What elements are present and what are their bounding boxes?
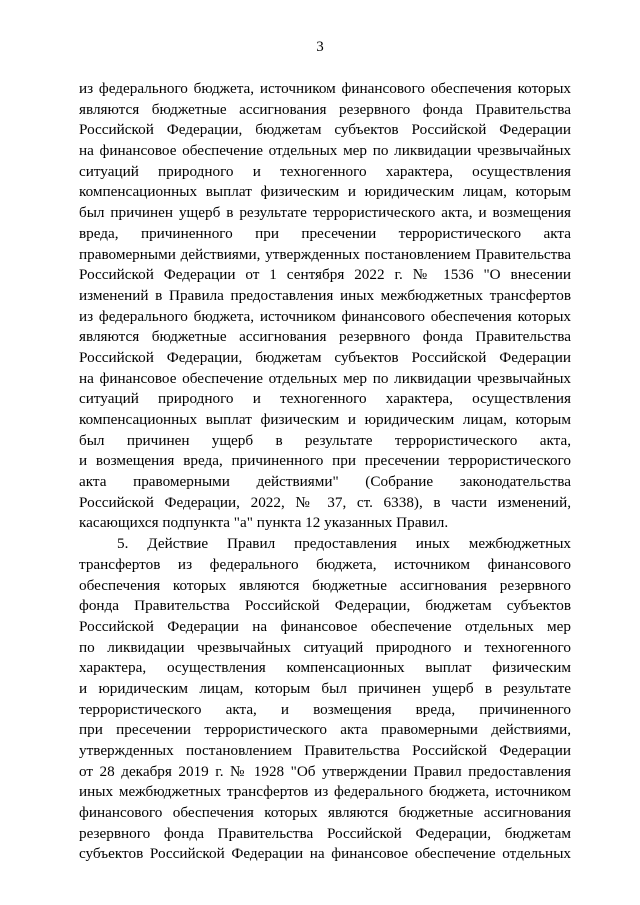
- text-line: и возмещения вреда, причиненного при пресечении террористического: [79, 452, 571, 470]
- page-number: 3: [316, 39, 324, 55]
- text-line: и юридическим лицам, которым был причинен ущерб в результате: [79, 679, 571, 697]
- text-line: при пресечении террористического акта правомерными действиями,: [79, 721, 571, 739]
- text-line: из федерального бюджета, источником финансового обеспечения которых: [79, 307, 571, 325]
- text-line: резервного фонда Правительства Российской Федерации, бюджетам: [79, 824, 571, 842]
- text-line: из федерального бюджета, источником финансового обеспечения которых: [79, 80, 571, 97]
- text-line: характера, осуществления компенсационных выплат физическим: [79, 659, 571, 677]
- text-line: утвержденных постановлением Правительства Российской Федерации: [79, 742, 571, 759]
- text-line: являются бюджетные ассигнования резервного фонда Правительства: [79, 100, 571, 118]
- text-line: Российской Федерации от 1 сентября 2022 г. № 1536 "О внесении: [79, 266, 571, 284]
- text-line: Российской Федерации на финансовое обеспечение отдельных мер: [79, 617, 571, 635]
- text-line: вреда, причиненного при пресечении террористического акта: [79, 224, 571, 242]
- text-line: трансфертов из федерального бюджета, источником финансового: [79, 555, 571, 573]
- text-line: Российской Федерации, бюджетам субъектов Российской Федерации: [79, 121, 571, 139]
- text-line: был причинен ущерб в результате террористического акта,: [79, 431, 571, 449]
- text-line: иных межбюджетных трансфертов из федерального бюджета, источником: [79, 783, 571, 801]
- text-line: акта правомерными действиями" (Собрание законодательства: [79, 473, 571, 491]
- text-line: от 28 декабря 2019 г. № 1928 "Об утверждении Правил предоставления: [79, 762, 571, 780]
- text-line: был причинен ущерб в результате террористического акта, и возмещения: [79, 204, 571, 222]
- text-line: ситуаций природного и техногенного характера, осуществления: [79, 162, 571, 180]
- text-line: обеспечения которых являются бюджетные ассигнования резервного: [79, 576, 571, 594]
- text-line: Российской Федерации, бюджетам субъектов Российской Федерации: [79, 348, 571, 366]
- body-text: [79, 79, 571, 865]
- text-line: субъектов Российской Федерации на финансовое обеспечение отдельных: [79, 845, 571, 863]
- text-line: компенсационных выплат физическим и юридическим лицам, которым: [79, 411, 571, 428]
- text-line: Российской Федерации, 2022, № 37, ст. 6338), в части изменений,: [79, 493, 571, 511]
- text-line: компенсационных выплат физическим и юридическим лицам, которым: [79, 183, 571, 201]
- text-line: на финансовое обеспечение отдельных мер по ликвидации чрезвычайных: [79, 142, 571, 160]
- text-line: 5. Действие Правил предоставления иных межбюджетных: [117, 535, 571, 553]
- text-line: ситуаций природного и техногенного характера, осуществления: [79, 390, 571, 408]
- text-line: правомерными действиями, утвержденных постановлением Правительства: [79, 245, 571, 263]
- text-line: на финансовое обеспечение отдельных мер по ликвидации чрезвычайных: [79, 369, 571, 387]
- text-line: изменений в Правила предоставления иных межбюджетных трансфертов: [79, 286, 571, 304]
- text-line: касающихся подпункта "а" пункта 12 указанных Правил.: [79, 514, 449, 532]
- text-line: по ликвидации чрезвычайных ситуаций природного и техногенного: [79, 638, 571, 656]
- text-line: террористического акта, и возмещения вреда, причиненного: [79, 700, 571, 718]
- text-line: являются бюджетные ассигнования резервного фонда Правительства: [79, 328, 571, 346]
- text-line: финансового обеспечения которых являются бюджетные ассигнования: [79, 804, 571, 822]
- text-line: фонда Правительства Российской Федерации, бюджетам субъектов: [79, 597, 571, 615]
